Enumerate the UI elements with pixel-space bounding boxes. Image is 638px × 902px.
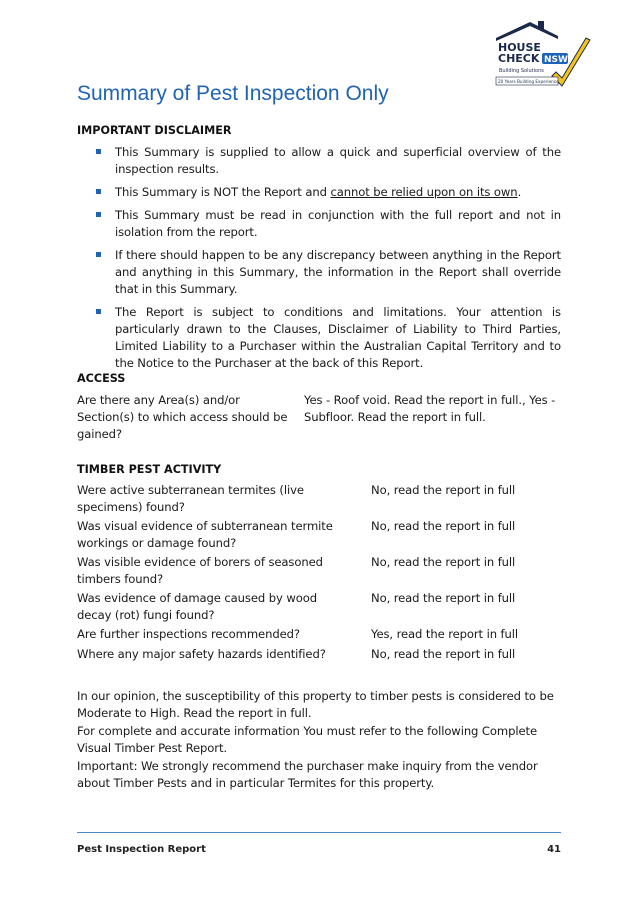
disclaimer-item: This Summary is supplied to allow a quick and superficial overview of the inspection results.: [77, 144, 561, 178]
disclaimer-item: If there should happen to be any discrepancy between anything in the Report and anything in this Summary, the information in the Report shall override that in this Summary.: [77, 247, 561, 298]
complete-info-paragraph: For complete and accurate information You must refer to the following Complete Visual Timber Pest Report.: [77, 724, 537, 755]
disclaimer-item: The Report is subject to conditions and limitations. Your attention is particularly drawn to the Clauses, Disclaimer of Liability to Third Parties, Limited Liability to a Purchaser within the Australian Capital Territory and to the Notice to the Purchaser at the back of this Report.: [77, 304, 561, 372]
underlined-warning: cannot be relied upon on its own: [330, 185, 518, 199]
disclaimer-list: [77, 144, 561, 378]
footer-label: Pest Inspection Report: [77, 844, 206, 855]
important-paragraph: Important: We strongly recommend the purchaser make inquiry from the vendor about Timber Pests and in particular Termites for this property.: [77, 759, 538, 790]
logo-badge: NSW: [544, 55, 568, 65]
timber-row: Was visible evidence of borers of seasoned timbers found? No, read the report in full: [77, 555, 516, 586]
susceptibility-paragraph: In our opinion, the susceptibility of this property to timber pests is considered to be Moderate to High. Read the report in full.: [77, 689, 554, 720]
access-row: [77, 392, 561, 444]
bullet-icon: [96, 212, 101, 217]
page-title: Summary of Pest Inspection Only: [77, 82, 389, 105]
logo-line1: HOUSE: [498, 41, 541, 54]
logo-line2: CHECK: [498, 52, 540, 65]
house-check-logo: [492, 18, 592, 90]
disclaimer-item: This Summary is NOT the Report and cannot be relied upon on its own.: [77, 184, 561, 201]
bullet-icon: [96, 189, 101, 194]
timber-heading: TIMBER PEST ACTIVITY: [77, 463, 222, 476]
bullet-icon: [96, 309, 101, 314]
bullet-icon: [96, 149, 101, 154]
access-heading: ACCESS: [77, 372, 126, 385]
disclaimer-item: This Summary must be read in conjunction with the full report and not in isolation from the report.: [77, 207, 561, 241]
access-question: Are there any Area(s) and/or Section(s) to which access should be gained?: [77, 393, 288, 441]
logo-tagline: Building Solutions: [499, 68, 544, 74]
timber-row: Where any major safety hazards identified? No, read the report in full: [77, 647, 516, 661]
timber-row: Was visual evidence of subterranean termite workings or damage found? No, read the report in full: [77, 519, 516, 550]
access-answer: Yes - Roof void. Read the report in full., Yes - Subfloor. Read the report in full.: [304, 393, 556, 424]
timber-row: Are further inspections recommended? Yes, read the report in full: [77, 627, 519, 641]
page-footer: [77, 844, 561, 855]
page-number: 41: [547, 844, 561, 855]
footer-divider: [77, 832, 561, 833]
disclaimer-heading: IMPORTANT DISCLAIMER: [77, 124, 232, 137]
bullet-icon: [96, 252, 101, 257]
timber-row: Were active subterranean termites (live specimens) found? No, read the report in full: [77, 483, 516, 514]
timber-row: Was evidence of damage caused by wood decay (rot) fungi found? No, read the report in full: [77, 591, 516, 622]
logo-experience: 20 Years Building Experience: [498, 79, 559, 84]
